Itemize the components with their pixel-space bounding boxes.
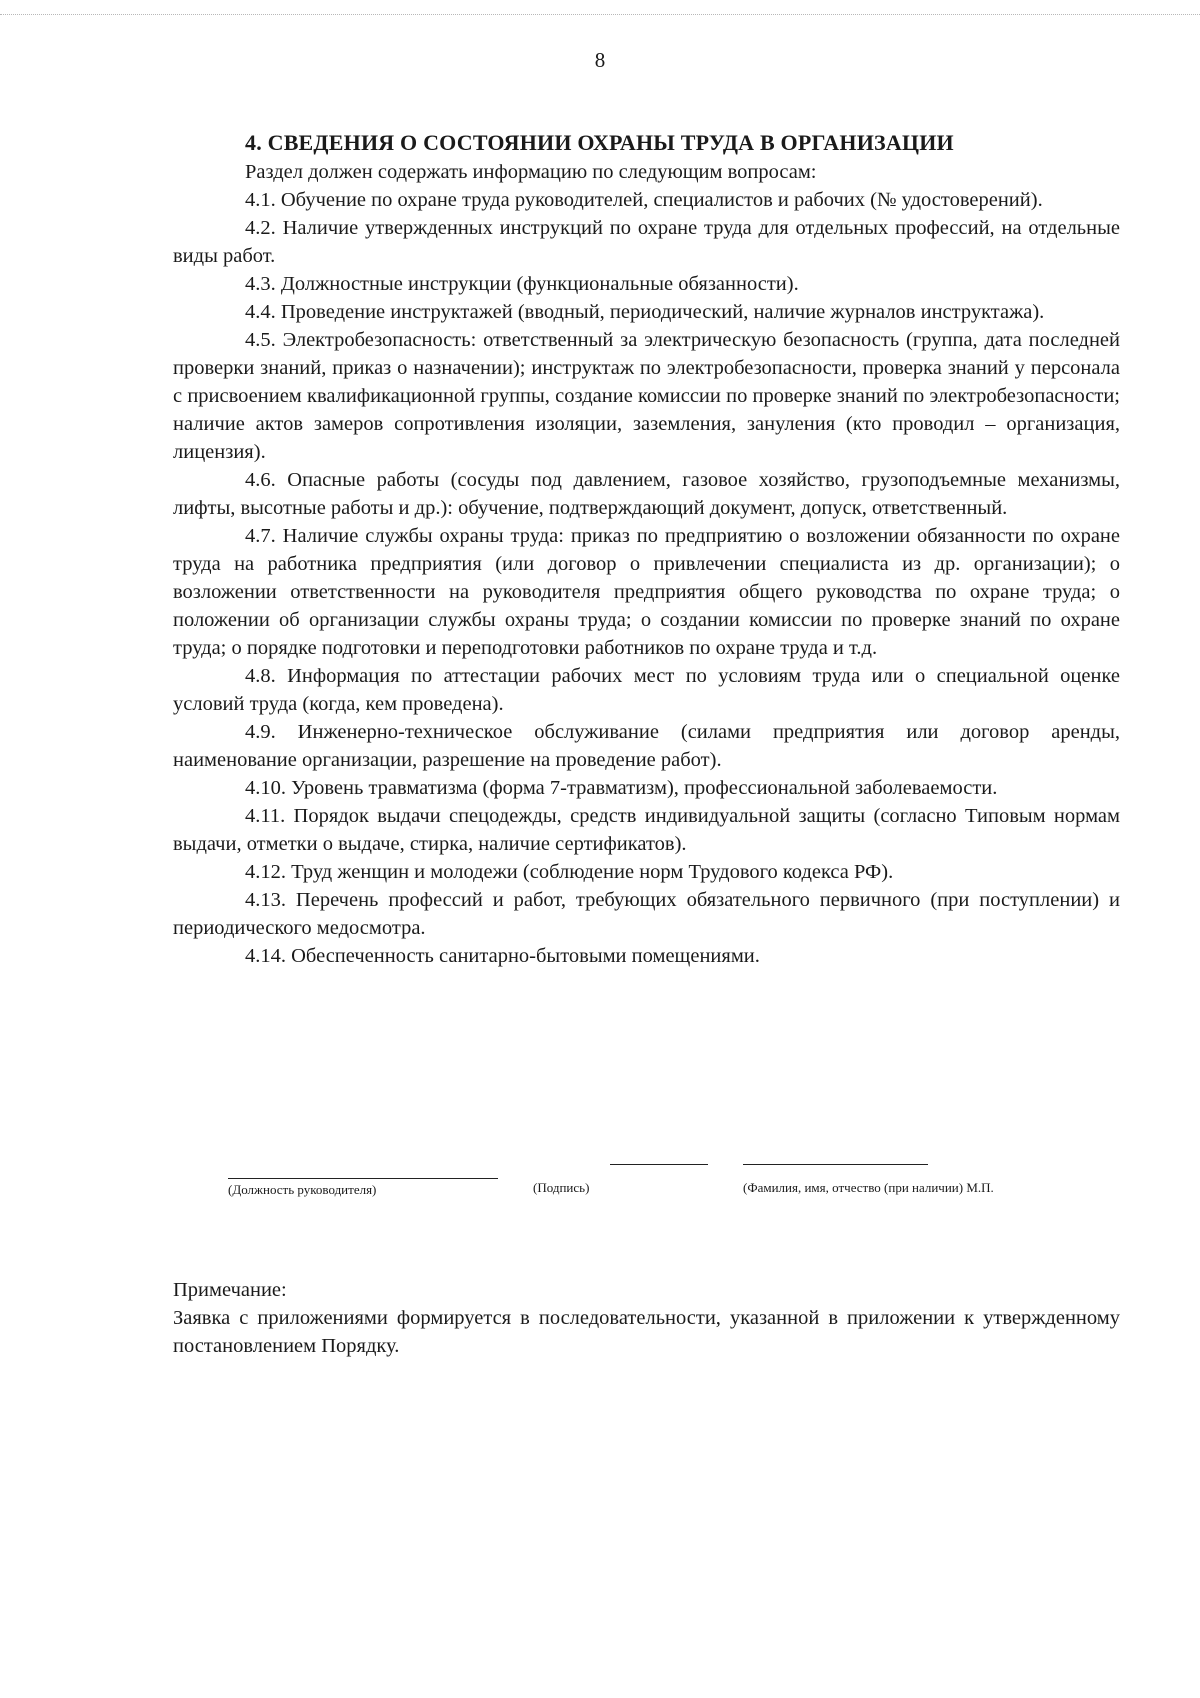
item-4-7: 4.7. Наличие службы охраны труда: приказ по предприятию о возложении обязанности по охране труда на работника предприятия (или договор о привлечении специалиста из др. организации); о возложении ответственности на руководителя предприятия общего руководства по охране труда; о положении об организации службы охраны труда; о создании комиссии по проверке знаний по охране труда; о порядке подготовки и переподготовки работников по охране труда и т.д. [173,525,1120,659]
signature-line [610,1164,708,1165]
position-line [228,1178,498,1179]
name-label: (Фамилия, имя, отчество (при наличии) М.П. [743,1180,994,1195]
signature-label: (Подпись) [533,1180,590,1195]
position-label: (Должность руководителя) [228,1182,377,1197]
item-4-6: 4.6. Опасные работы (сосуды под давлением, газовое хозяйство, грузоподъемные механизмы, лифты, высотные работы и др.): обучение, подтверждающий документ, допуск, ответственный. [173,469,1120,519]
item-4-11: 4.11. Порядок выдачи спецодежды, средств индивидуальной защиты (согласно Типовым нормам выдачи, отметки о выдаче, стирка, наличие сертификатов). [173,805,1120,855]
section-intro: Раздел должен содержать информацию по следующим вопросам: [245,161,817,183]
note-heading: Примечание: [173,1279,287,1301]
item-4-8: 4.8. Информация по аттестации рабочих мест по условиям труда или о специальной оценке условий труда (когда, кем проведена). [173,665,1120,715]
scan-edge-line [0,14,1200,15]
item-4-1: 4.1. Обучение по охране труда руководителей, специалистов и рабочих (№ удостоверений). [245,189,1043,211]
name-line [743,1164,928,1165]
section-4 [173,128,1120,970]
item-4-3: 4.3. Должностные инструкции (функциональные обязанности). [245,273,799,295]
note-text: Заявка с приложениями формируется в последовательности, указанной в приложении к утвержденному постановлением Порядку. [173,1307,1120,1357]
item-4-10: 4.10. Уровень травматизма (форма 7-травматизм), профессиональной заболеваемости. [245,777,998,799]
note-block [173,1276,1120,1360]
item-4-2: 4.2. Наличие утвержденных инструкций по охране труда для отдельных профессий, на отдельные виды работ. [173,217,1120,267]
position-signature-field [228,1178,498,1197]
item-4-14: 4.14. Обеспеченность санитарно-бытовыми помещениями. [245,945,760,967]
item-4-9: 4.9. Инженерно-техническое обслуживание (силами предприятия или договор аренды, наименование организации, разрешение на проведение работ). [173,721,1120,771]
item-4-5: 4.5. Электробезопасность: ответственный за электрическую безопасность (группа, дата последней проверки знаний, приказ о назначении); инструктаж по электробезопасности, проверка знаний у персонала с присвоением квалификационной группы, создание комиссии по проверке знаний по электробезопасности; наличие актов замеров сопротивления изоляции, заземления, зануления (кто проводил – организация, лицензия). [173,329,1120,463]
page-number: 8 [594,48,606,72]
section-title: 4. СВЕДЕНИЯ О СОСТОЯНИИ ОХРАНЫ ТРУДА В ОРГАНИЗАЦИИ [245,130,954,155]
item-4-4: 4.4. Проведение инструктажей (вводный, периодический, наличие журналов инструктажа). [245,301,1045,323]
signature-block [228,1178,1108,1218]
item-4-12: 4.12. Труд женщин и молодежи (соблюдение норм Трудового кодекса РФ). [245,861,894,883]
item-4-13: 4.13. Перечень профессий и работ, требующих обязательного первичного (при поступлении) и периодического медосмотра. [173,889,1120,939]
